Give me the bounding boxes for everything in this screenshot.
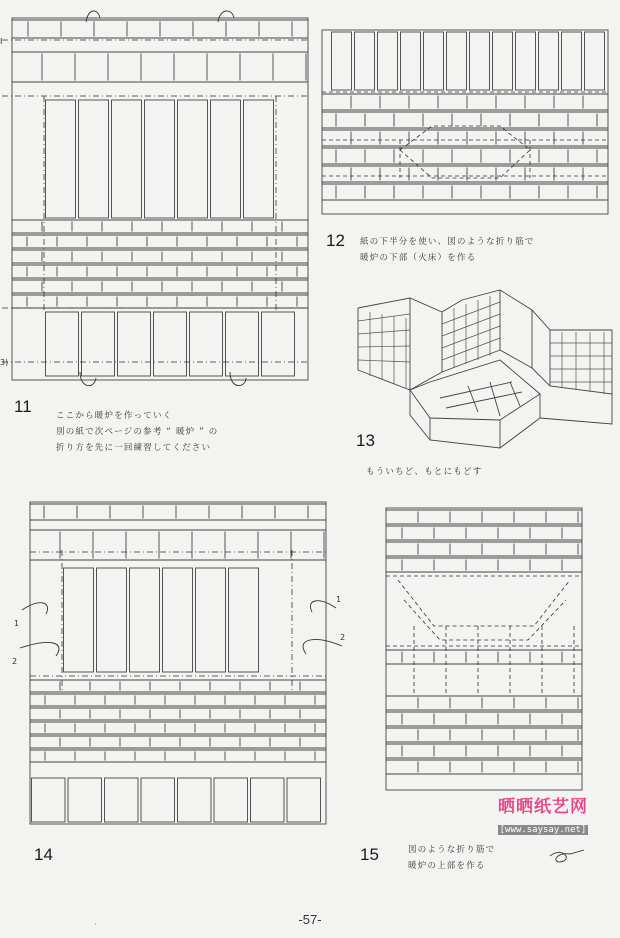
caption-line: ここから暖炉を作っていく (56, 411, 173, 421)
step-15-caption (408, 842, 495, 874)
step-14-label: 1 (14, 619, 20, 628)
step-15-diagram (0, 500, 620, 840)
step-12-number: 12 (326, 231, 345, 250)
step-11-label-bottom: 3) (0, 358, 9, 367)
stray-mark: ˎ (94, 916, 98, 925)
step-14-label: 2 (340, 633, 346, 642)
step-14-number: 14 (34, 845, 53, 864)
caption-line: 別の紙で次ページの参考 “ 暖炉 ” の (56, 427, 219, 437)
page-number: -57- (298, 912, 322, 927)
step-13-diagram (350, 290, 615, 470)
step-11-caption (56, 408, 218, 456)
step-12-brick-pattern (322, 30, 608, 214)
caption-line: もういちど、もとにもどす (366, 467, 483, 477)
step-11-turn-arrow-bottom-left (80, 372, 96, 386)
caption-line: 暖炉の下部（火床）を作る (360, 253, 477, 263)
step-13-number: 13 (356, 431, 375, 450)
step-11-label-top: I (0, 37, 3, 46)
step-13-wall-top-edge (358, 290, 612, 330)
watermark-logo: 晒晒纸艺网 (498, 797, 588, 817)
step-15-turn-over-arrow (550, 850, 584, 862)
step-11-turn-arrow-bottom-right (230, 372, 246, 386)
watermark-url: [www.saysay.net] (499, 825, 587, 835)
step-12-fold-lines (322, 92, 608, 178)
step-15-brick-pattern (386, 508, 582, 790)
caption-line: 暖炉の上部を作る (408, 861, 486, 871)
step-15-number: 15 (360, 845, 379, 864)
step-12-diagram (0, 0, 620, 230)
caption-line: 折り方を先に一回練習してください (56, 443, 212, 453)
site-watermark (488, 792, 598, 836)
step-14-label: 1 (336, 595, 342, 604)
step-14-label: 2 (12, 657, 18, 666)
step-11-number: 11 (14, 397, 32, 416)
step-13-wall-bricks (358, 296, 612, 394)
caption-line: 紙の下半分を使い、図のような折り筋で (360, 237, 535, 247)
caption-line: 図のような折り筋で (408, 845, 496, 855)
step-12-caption (360, 234, 535, 266)
step-13-caption (366, 464, 482, 480)
step-15-fold-lines (386, 576, 582, 696)
